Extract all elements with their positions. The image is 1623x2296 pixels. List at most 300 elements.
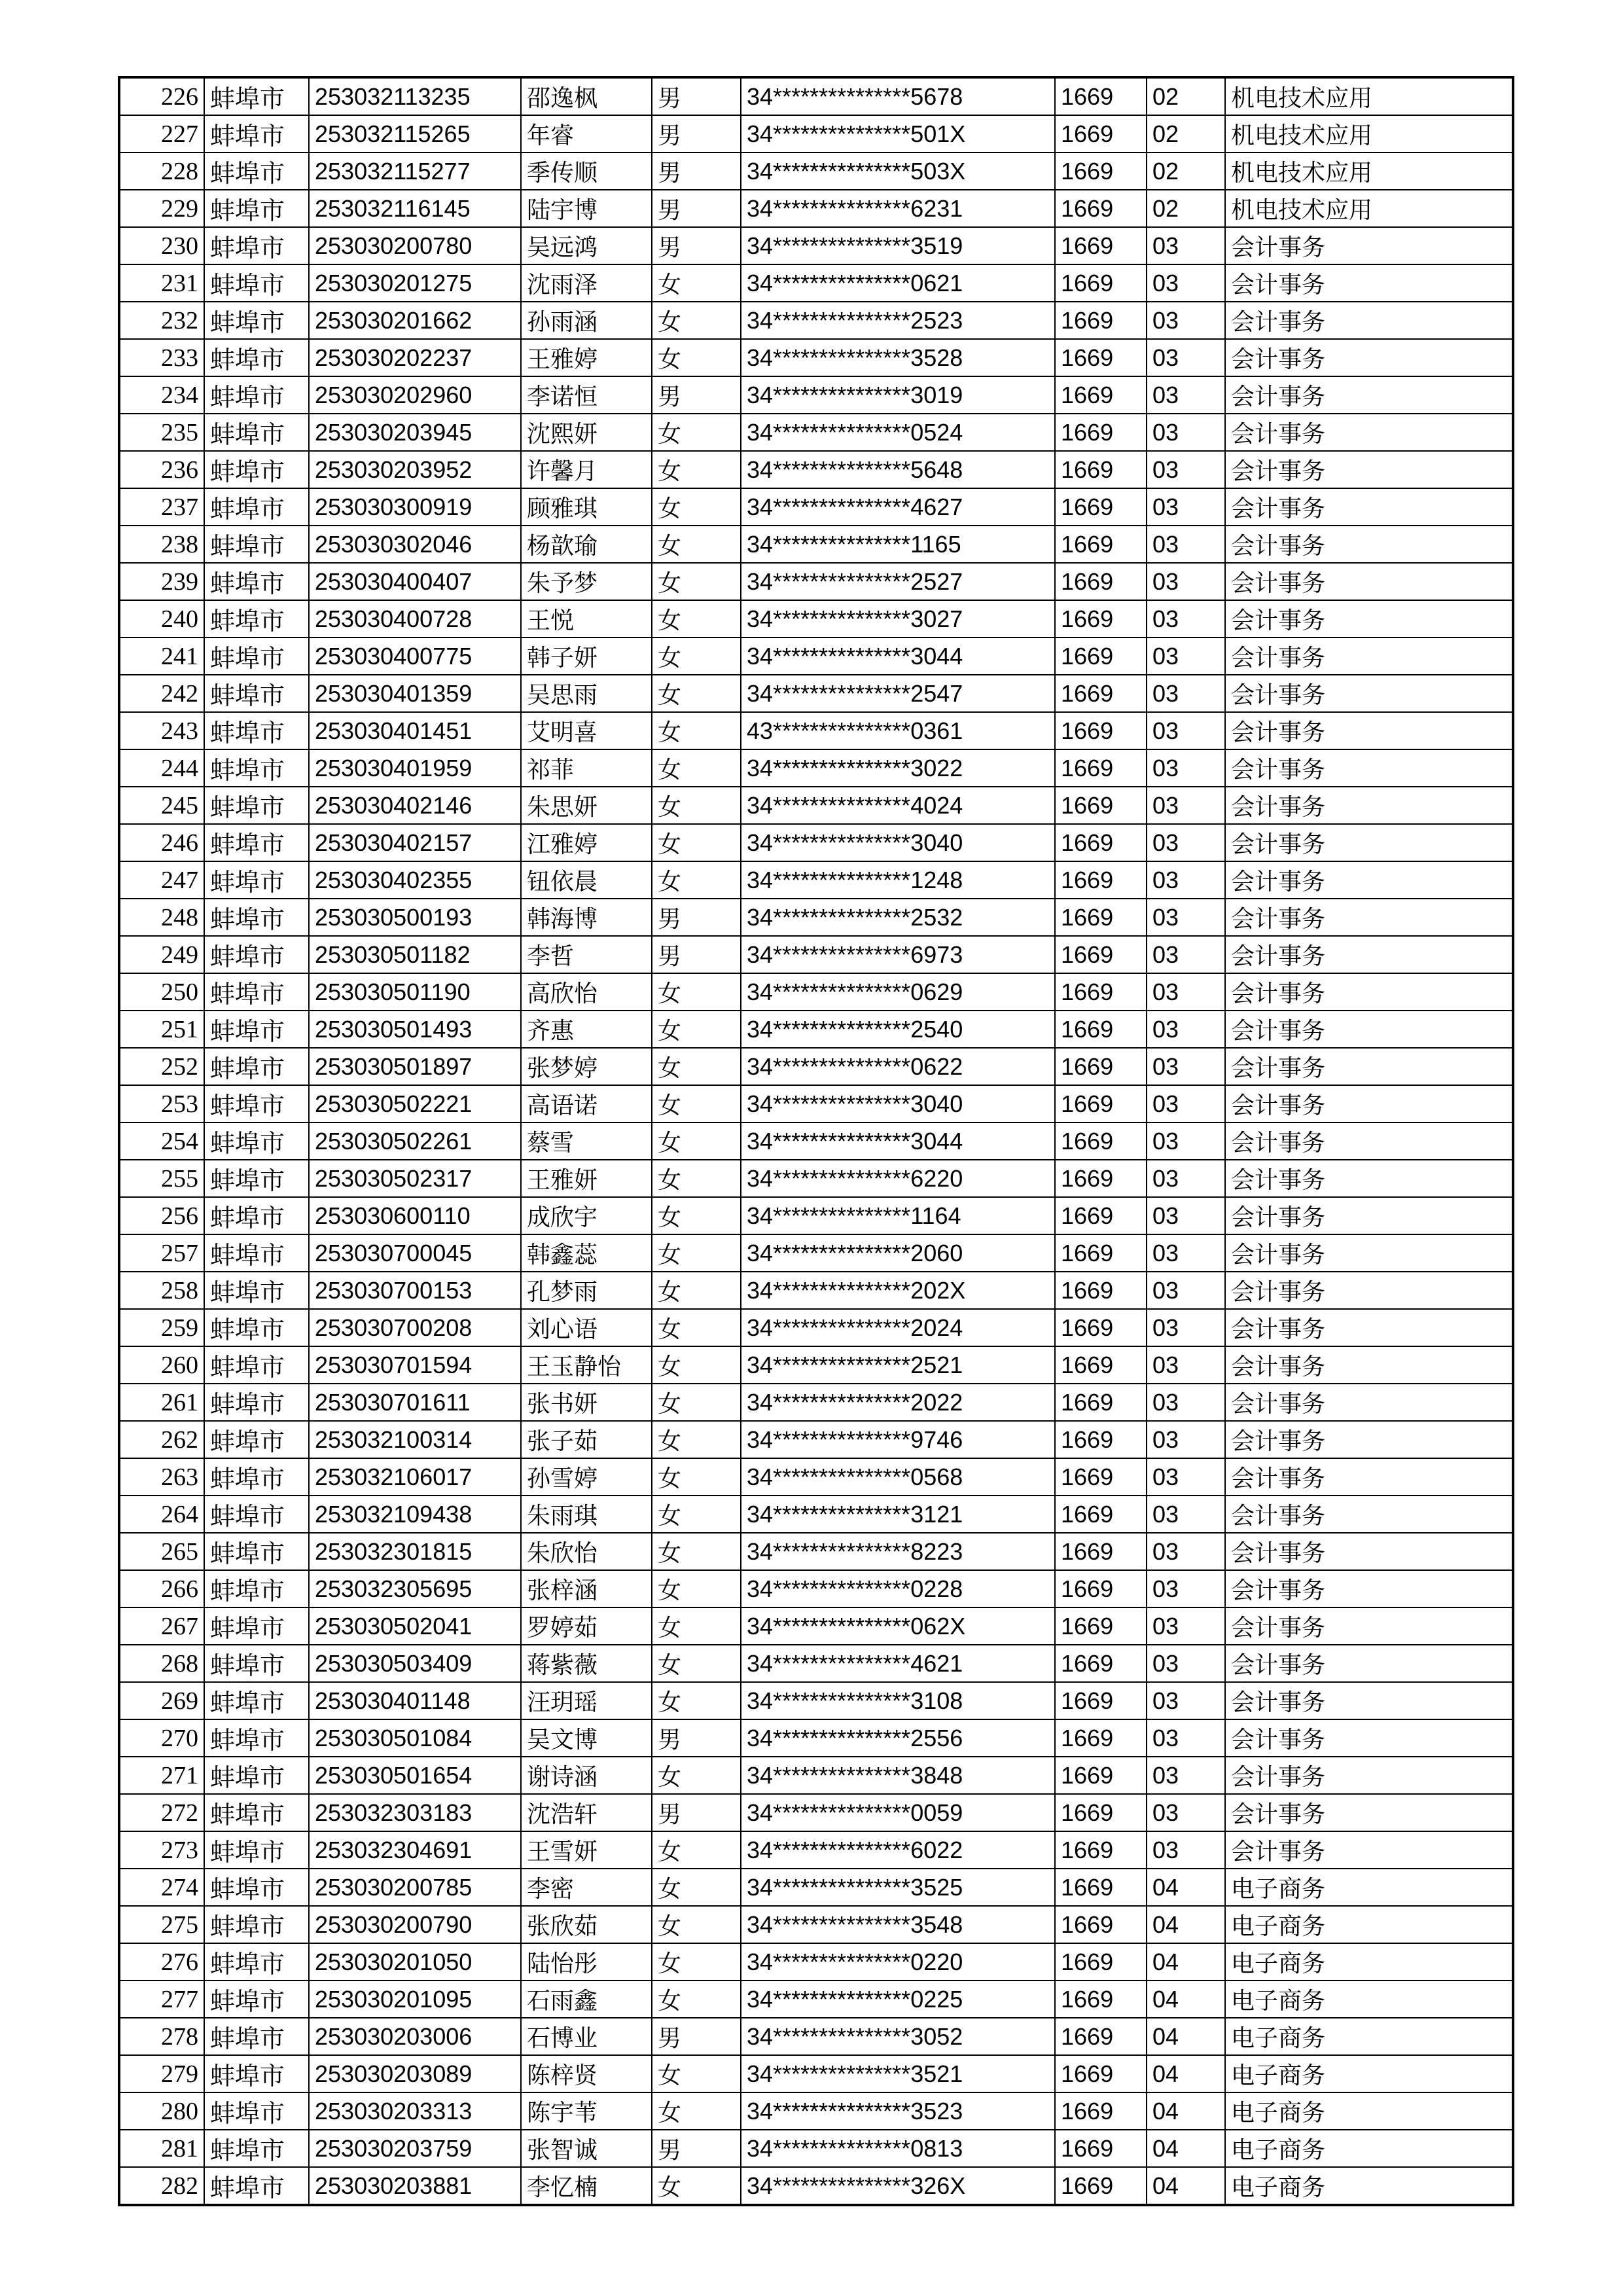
major-name-cell: 会计事务 [1225, 526, 1513, 563]
table-row [119, 1682, 1513, 1719]
major-name-cell: 会计事务 [1225, 1346, 1513, 1384]
exam-number-cell: 253030701611 [309, 1384, 521, 1421]
table-row [119, 526, 1513, 563]
major-code-cell: 03 [1147, 1272, 1225, 1309]
row-index-cell: 262 [119, 1421, 204, 1458]
student-name-cell: 陆宇博 [521, 190, 652, 227]
student-name-cell: 许馨月 [521, 451, 652, 488]
table-row [119, 899, 1513, 936]
gender-cell: 女 [652, 451, 741, 488]
major-name-cell: 会计事务 [1225, 1570, 1513, 1607]
gender-cell: 男 [652, 115, 741, 152]
major-code-cell: 03 [1147, 376, 1225, 414]
student-name-cell: 王雅妍 [521, 1160, 652, 1197]
student-name-cell: 朱思妍 [521, 787, 652, 824]
exam-number-cell: 253032116145 [309, 190, 521, 227]
gender-cell: 女 [652, 1533, 741, 1570]
table-row [119, 712, 1513, 749]
table-row [119, 1570, 1513, 1607]
city-cell: 蚌埠市 [204, 2055, 309, 2092]
row-index-cell: 255 [119, 1160, 204, 1197]
school-code-cell: 1669 [1055, 339, 1147, 376]
major-name-cell: 会计事务 [1225, 787, 1513, 824]
exam-number-cell: 253030501084 [309, 1719, 521, 1757]
major-code-cell: 04 [1147, 1869, 1225, 1906]
major-name-cell: 电子商务 [1225, 2130, 1513, 2167]
city-cell: 蚌埠市 [204, 115, 309, 152]
city-cell: 蚌埠市 [204, 973, 309, 1011]
table-row [119, 488, 1513, 526]
row-index-cell: 235 [119, 414, 204, 451]
major-name-cell: 会计事务 [1225, 302, 1513, 339]
city-cell: 蚌埠市 [204, 77, 309, 115]
major-name-cell: 会计事务 [1225, 861, 1513, 899]
gender-cell: 女 [652, 339, 741, 376]
student-name-cell: 朱雨琪 [521, 1496, 652, 1533]
student-name-cell: 韩海博 [521, 899, 652, 936]
exam-number-cell: 253030700045 [309, 1234, 521, 1272]
major-name-cell: 电子商务 [1225, 1906, 1513, 1943]
id-number-cell: 34***************6022 [741, 1831, 1055, 1869]
student-name-cell: 孙雨涵 [521, 302, 652, 339]
major-name-cell: 电子商务 [1225, 1981, 1513, 2018]
student-name-cell: 杨歆瑜 [521, 526, 652, 563]
major-name-cell: 会计事务 [1225, 1496, 1513, 1533]
major-name-cell: 会计事务 [1225, 675, 1513, 712]
student-name-cell: 顾雅琪 [521, 488, 652, 526]
major-name-cell: 会计事务 [1225, 451, 1513, 488]
student-name-cell: 李诺恒 [521, 376, 652, 414]
major-code-cell: 04 [1147, 2092, 1225, 2130]
major-name-cell: 会计事务 [1225, 1458, 1513, 1496]
school-code-cell: 1669 [1055, 227, 1147, 264]
school-code-cell: 1669 [1055, 600, 1147, 637]
id-number-cell: 34***************3108 [741, 1682, 1055, 1719]
row-index-cell: 232 [119, 302, 204, 339]
id-number-cell: 34***************3548 [741, 1906, 1055, 1943]
table-row [119, 1421, 1513, 1458]
school-code-cell: 1669 [1055, 1869, 1147, 1906]
exam-number-cell: 253030203089 [309, 2055, 521, 2092]
table-row [119, 1309, 1513, 1346]
major-code-cell: 03 [1147, 600, 1225, 637]
exam-number-cell: 253030200785 [309, 1869, 521, 1906]
gender-cell: 女 [652, 2092, 741, 2130]
row-index-cell: 279 [119, 2055, 204, 2092]
exam-number-cell: 253030201095 [309, 1981, 521, 2018]
school-code-cell: 1669 [1055, 1981, 1147, 2018]
table-row [119, 824, 1513, 861]
major-name-cell: 机电技术应用 [1225, 190, 1513, 227]
table-row [119, 1533, 1513, 1570]
major-name-cell: 电子商务 [1225, 2055, 1513, 2092]
major-name-cell: 会计事务 [1225, 339, 1513, 376]
table-row [119, 861, 1513, 899]
school-code-cell: 1669 [1055, 1794, 1147, 1831]
school-code-cell: 1669 [1055, 1757, 1147, 1794]
major-name-cell: 会计事务 [1225, 376, 1513, 414]
city-cell: 蚌埠市 [204, 2018, 309, 2055]
row-index-cell: 231 [119, 264, 204, 302]
city-cell: 蚌埠市 [204, 1906, 309, 1943]
exam-number-cell: 253030600110 [309, 1197, 521, 1234]
city-cell: 蚌埠市 [204, 302, 309, 339]
gender-cell: 女 [652, 488, 741, 526]
student-name-cell: 张书妍 [521, 1384, 652, 1421]
gender-cell: 女 [652, 787, 741, 824]
exam-number-cell: 253030502221 [309, 1085, 521, 1122]
city-cell: 蚌埠市 [204, 1570, 309, 1607]
row-index-cell: 277 [119, 1981, 204, 2018]
major-code-cell: 04 [1147, 1906, 1225, 1943]
city-cell: 蚌埠市 [204, 1458, 309, 1496]
id-number-cell: 34***************0220 [741, 1943, 1055, 1981]
city-cell: 蚌埠市 [204, 1496, 309, 1533]
major-code-cell: 03 [1147, 973, 1225, 1011]
major-name-cell: 会计事务 [1225, 1122, 1513, 1160]
id-number-cell: 34***************0629 [741, 973, 1055, 1011]
id-number-cell: 34***************3521 [741, 2055, 1055, 2092]
school-code-cell: 1669 [1055, 1234, 1147, 1272]
table-row [119, 600, 1513, 637]
row-index-cell: 271 [119, 1757, 204, 1794]
city-cell: 蚌埠市 [204, 376, 309, 414]
gender-cell: 女 [652, 2055, 741, 2092]
major-code-cell: 03 [1147, 1160, 1225, 1197]
exam-number-cell: 253032115265 [309, 115, 521, 152]
id-number-cell: 34***************5648 [741, 451, 1055, 488]
student-name-cell: 石雨鑫 [521, 1981, 652, 2018]
gender-cell: 男 [652, 1794, 741, 1831]
major-code-cell: 03 [1147, 451, 1225, 488]
gender-cell: 女 [652, 1309, 741, 1346]
table-row [119, 1607, 1513, 1645]
city-cell: 蚌埠市 [204, 1272, 309, 1309]
exam-number-cell: 253030201662 [309, 302, 521, 339]
table-row [119, 2055, 1513, 2092]
city-cell: 蚌埠市 [204, 1346, 309, 1384]
exam-number-cell: 253030300919 [309, 488, 521, 526]
gender-cell: 男 [652, 936, 741, 973]
gender-cell: 女 [652, 1981, 741, 2018]
major-code-cell: 03 [1147, 1533, 1225, 1570]
school-code-cell: 1669 [1055, 899, 1147, 936]
gender-cell: 女 [652, 563, 741, 600]
id-number-cell: 34***************6973 [741, 936, 1055, 973]
id-number-cell: 34***************326X [741, 2167, 1055, 2205]
id-number-cell: 34***************501X [741, 115, 1055, 152]
major-name-cell: 会计事务 [1225, 1607, 1513, 1645]
major-code-cell: 04 [1147, 1981, 1225, 2018]
id-number-cell: 34***************6220 [741, 1160, 1055, 1197]
city-cell: 蚌埠市 [204, 2167, 309, 2205]
table-row [119, 749, 1513, 787]
student-name-cell: 吴文博 [521, 1719, 652, 1757]
student-name-cell: 汪玥瑶 [521, 1682, 652, 1719]
row-index-cell: 261 [119, 1384, 204, 1421]
id-number-cell: 34***************1164 [741, 1197, 1055, 1234]
student-name-cell: 谢诗涵 [521, 1757, 652, 1794]
major-name-cell: 电子商务 [1225, 2018, 1513, 2055]
gender-cell: 男 [652, 899, 741, 936]
gender-cell: 男 [652, 2018, 741, 2055]
student-name-cell: 朱欣怡 [521, 1533, 652, 1570]
table-row [119, 1496, 1513, 1533]
city-cell: 蚌埠市 [204, 488, 309, 526]
school-code-cell: 1669 [1055, 2055, 1147, 2092]
school-code-cell: 1669 [1055, 1011, 1147, 1048]
school-code-cell: 1669 [1055, 675, 1147, 712]
major-code-cell: 03 [1147, 712, 1225, 749]
student-name-cell: 吴远鸿 [521, 227, 652, 264]
row-index-cell: 267 [119, 1607, 204, 1645]
school-code-cell: 1669 [1055, 1122, 1147, 1160]
major-name-cell: 会计事务 [1225, 1384, 1513, 1421]
exam-number-cell: 253030501190 [309, 973, 521, 1011]
gender-cell: 女 [652, 264, 741, 302]
major-code-cell: 03 [1147, 1197, 1225, 1234]
major-code-cell: 03 [1147, 899, 1225, 936]
row-index-cell: 249 [119, 936, 204, 973]
row-index-cell: 269 [119, 1682, 204, 1719]
city-cell: 蚌埠市 [204, 1757, 309, 1794]
id-number-cell: 34***************202X [741, 1272, 1055, 1309]
major-code-cell: 03 [1147, 1719, 1225, 1757]
row-index-cell: 264 [119, 1496, 204, 1533]
student-name-cell: 李忆楠 [521, 2167, 652, 2205]
id-number-cell: 34***************2022 [741, 1384, 1055, 1421]
student-name-cell: 成欣宇 [521, 1197, 652, 1234]
city-cell: 蚌埠市 [204, 637, 309, 675]
school-code-cell: 1669 [1055, 749, 1147, 787]
gender-cell: 女 [652, 637, 741, 675]
school-code-cell: 1669 [1055, 1272, 1147, 1309]
table-row [119, 1384, 1513, 1421]
table-row [119, 2018, 1513, 2055]
student-name-cell: 王雪妍 [521, 1831, 652, 1869]
row-index-cell: 273 [119, 1831, 204, 1869]
table-row [119, 1346, 1513, 1384]
major-code-cell: 03 [1147, 1011, 1225, 1048]
gender-cell: 女 [652, 1421, 741, 1458]
row-index-cell: 253 [119, 1085, 204, 1122]
exam-number-cell: 253030401959 [309, 749, 521, 787]
id-number-cell: 34***************2060 [741, 1234, 1055, 1272]
gender-cell: 女 [652, 712, 741, 749]
major-code-cell: 03 [1147, 1757, 1225, 1794]
id-number-cell: 34***************3040 [741, 1085, 1055, 1122]
city-cell: 蚌埠市 [204, 1160, 309, 1197]
gender-cell: 女 [652, 1122, 741, 1160]
school-code-cell: 1669 [1055, 1943, 1147, 1981]
major-name-cell: 会计事务 [1225, 1048, 1513, 1085]
major-name-cell: 机电技术应用 [1225, 77, 1513, 115]
gender-cell: 女 [652, 302, 741, 339]
table-row [119, 1981, 1513, 2018]
exam-number-cell: 253030700153 [309, 1272, 521, 1309]
student-name-cell: 韩子妍 [521, 637, 652, 675]
table-row [119, 414, 1513, 451]
major-name-cell: 会计事务 [1225, 414, 1513, 451]
school-code-cell: 1669 [1055, 1607, 1147, 1645]
gender-cell: 女 [652, 1496, 741, 1533]
student-name-cell: 祁菲 [521, 749, 652, 787]
row-index-cell: 239 [119, 563, 204, 600]
exam-number-cell: 253032109438 [309, 1496, 521, 1533]
id-number-cell: 34***************3528 [741, 339, 1055, 376]
major-code-cell: 04 [1147, 2055, 1225, 2092]
row-index-cell: 246 [119, 824, 204, 861]
school-code-cell: 1669 [1055, 824, 1147, 861]
id-number-cell: 34***************0228 [741, 1570, 1055, 1607]
major-code-cell: 03 [1147, 1496, 1225, 1533]
city-cell: 蚌埠市 [204, 1421, 309, 1458]
student-name-cell: 张子茹 [521, 1421, 652, 1458]
row-index-cell: 258 [119, 1272, 204, 1309]
id-number-cell: 34***************0524 [741, 414, 1055, 451]
major-name-cell: 会计事务 [1225, 1682, 1513, 1719]
row-index-cell: 250 [119, 973, 204, 1011]
exam-number-cell: 253030500193 [309, 899, 521, 936]
major-name-cell: 会计事务 [1225, 1272, 1513, 1309]
major-name-cell: 会计事务 [1225, 563, 1513, 600]
school-code-cell: 1669 [1055, 1197, 1147, 1234]
row-index-cell: 274 [119, 1869, 204, 1906]
exam-number-cell: 253030203952 [309, 451, 521, 488]
table-row [119, 1831, 1513, 1869]
school-code-cell: 1669 [1055, 563, 1147, 600]
gender-cell: 女 [652, 675, 741, 712]
table-row [119, 1794, 1513, 1831]
row-index-cell: 237 [119, 488, 204, 526]
row-index-cell: 236 [119, 451, 204, 488]
table-row [119, 2130, 1513, 2167]
school-code-cell: 1669 [1055, 1085, 1147, 1122]
major-name-cell: 会计事务 [1225, 637, 1513, 675]
gender-cell: 女 [652, 1048, 741, 1085]
major-name-cell: 会计事务 [1225, 899, 1513, 936]
school-code-cell: 1669 [1055, 376, 1147, 414]
gender-cell: 女 [652, 1197, 741, 1234]
school-code-cell: 1669 [1055, 2092, 1147, 2130]
table-row [119, 1234, 1513, 1272]
id-number-cell: 34***************3519 [741, 227, 1055, 264]
exam-number-cell: 253030202237 [309, 339, 521, 376]
row-index-cell: 263 [119, 1458, 204, 1496]
gender-cell: 男 [652, 227, 741, 264]
table-row [119, 2092, 1513, 2130]
school-code-cell: 1669 [1055, 264, 1147, 302]
exam-number-cell: 253030201275 [309, 264, 521, 302]
id-number-cell: 34***************3848 [741, 1757, 1055, 1794]
major-name-cell: 机电技术应用 [1225, 152, 1513, 190]
exam-number-cell: 253032304691 [309, 1831, 521, 1869]
table-row [119, 787, 1513, 824]
major-name-cell: 会计事务 [1225, 264, 1513, 302]
id-number-cell: 43***************0361 [741, 712, 1055, 749]
city-cell: 蚌埠市 [204, 1384, 309, 1421]
major-code-cell: 03 [1147, 787, 1225, 824]
row-index-cell: 254 [119, 1122, 204, 1160]
school-code-cell: 1669 [1055, 1421, 1147, 1458]
major-code-cell: 03 [1147, 264, 1225, 302]
major-code-cell: 02 [1147, 77, 1225, 115]
gender-cell: 女 [652, 1085, 741, 1122]
city-cell: 蚌埠市 [204, 264, 309, 302]
gender-cell: 女 [652, 1831, 741, 1869]
gender-cell: 男 [652, 376, 741, 414]
row-index-cell: 252 [119, 1048, 204, 1085]
id-number-cell: 34***************503X [741, 152, 1055, 190]
id-number-cell: 34***************0813 [741, 2130, 1055, 2167]
roster-body [119, 77, 1513, 2205]
exam-number-cell: 253030400775 [309, 637, 521, 675]
table-row [119, 973, 1513, 1011]
major-name-cell: 会计事务 [1225, 1831, 1513, 1869]
major-code-cell: 03 [1147, 637, 1225, 675]
student-name-cell: 钮依晨 [521, 861, 652, 899]
row-index-cell: 275 [119, 1906, 204, 1943]
row-index-cell: 265 [119, 1533, 204, 1570]
city-cell: 蚌埠市 [204, 190, 309, 227]
major-name-cell: 会计事务 [1225, 1309, 1513, 1346]
gender-cell: 女 [652, 526, 741, 563]
table-row [119, 1719, 1513, 1757]
row-index-cell: 281 [119, 2130, 204, 2167]
city-cell: 蚌埠市 [204, 749, 309, 787]
student-name-cell: 王悦 [521, 600, 652, 637]
school-code-cell: 1669 [1055, 526, 1147, 563]
table-row [119, 77, 1513, 115]
row-index-cell: 229 [119, 190, 204, 227]
row-index-cell: 266 [119, 1570, 204, 1607]
major-code-cell: 03 [1147, 1831, 1225, 1869]
table-row [119, 376, 1513, 414]
exam-number-cell: 253030502317 [309, 1160, 521, 1197]
student-name-cell: 江雅婷 [521, 824, 652, 861]
school-code-cell: 1669 [1055, 1719, 1147, 1757]
school-code-cell: 1669 [1055, 152, 1147, 190]
row-index-cell: 227 [119, 115, 204, 152]
id-number-cell: 34***************3121 [741, 1496, 1055, 1533]
exam-number-cell: 253030503409 [309, 1645, 521, 1682]
gender-cell: 女 [652, 861, 741, 899]
exam-number-cell: 253030302046 [309, 526, 521, 563]
student-name-cell: 沈雨泽 [521, 264, 652, 302]
exam-number-cell: 253032305695 [309, 1570, 521, 1607]
school-code-cell: 1669 [1055, 861, 1147, 899]
city-cell: 蚌埠市 [204, 526, 309, 563]
school-code-cell: 1669 [1055, 115, 1147, 152]
gender-cell: 女 [652, 1682, 741, 1719]
major-name-cell: 会计事务 [1225, 936, 1513, 973]
table-row [119, 1122, 1513, 1160]
row-index-cell: 242 [119, 675, 204, 712]
exam-number-cell: 253030203313 [309, 2092, 521, 2130]
school-code-cell: 1669 [1055, 1570, 1147, 1607]
exam-number-cell: 253030203759 [309, 2130, 521, 2167]
major-code-cell: 02 [1147, 115, 1225, 152]
table-row [119, 1011, 1513, 1048]
row-index-cell: 247 [119, 861, 204, 899]
major-code-cell: 03 [1147, 1384, 1225, 1421]
school-code-cell: 1669 [1055, 414, 1147, 451]
gender-cell: 女 [652, 824, 741, 861]
city-cell: 蚌埠市 [204, 1085, 309, 1122]
exam-number-cell: 253032100314 [309, 1421, 521, 1458]
gender-cell: 女 [652, 1011, 741, 1048]
student-name-cell: 张智诚 [521, 2130, 652, 2167]
